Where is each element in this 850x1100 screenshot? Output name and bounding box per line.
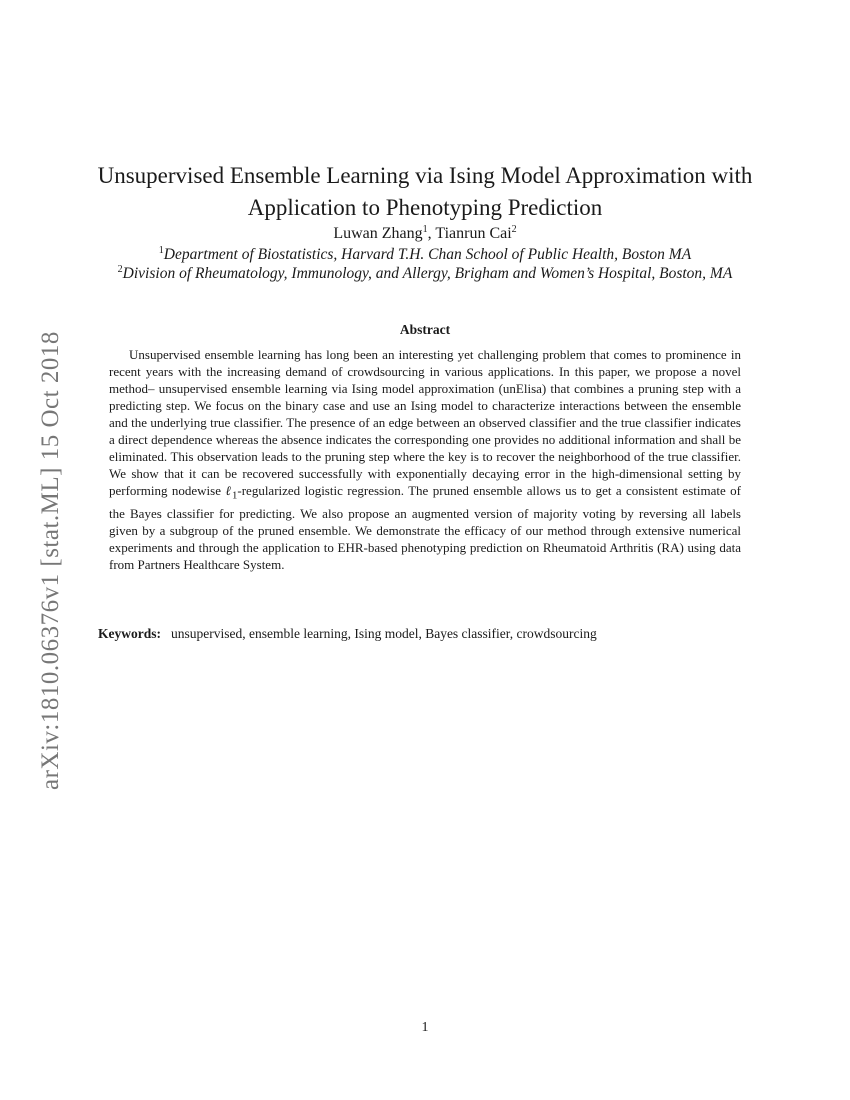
page-number: 1 [421, 1020, 429, 1035]
abstract-body [109, 346, 741, 573]
affiliation-mark: 1 [422, 224, 428, 235]
arxiv-identifier-stamp [37, 290, 73, 790]
author-separator: , [427, 225, 436, 242]
title-line-2: Application to Phenotyping Prediction [247, 195, 603, 221]
affiliation-text: Division of Rheumatology, Immunology, and Allergy, Brigham and Women’s Hospital, Boston, MA [122, 265, 733, 282]
abstract-text-part-2: -regularized logistic regression. The pruned ensemble allows us to get a consistent estimate of the Bayes classifier for predicting. We also propose an augmented version of majority voting by reversing all labels given by a subgroup of the pruned ensemble. We demonstrate the efficacy of our method through extensive numerical experiments and through the application to EHR-based phenotyping prediction on Rheumatoid Arthritis (RA) using data from Partners Healthcare System. [109, 483, 741, 572]
affiliation-text: Department of Biostatistics, Harvard T.H. Chan School of Public Health, Boston MA [163, 246, 692, 263]
title-line-1: Unsupervised Ensemble Learning via Ising Model Approximation with [97, 163, 753, 189]
author-name: Tianrun Cai [435, 225, 512, 242]
author-name: Luwan Zhang [333, 225, 423, 242]
affiliation-mark: 2 [511, 224, 517, 235]
affiliation-2 [30, 264, 820, 284]
ell-symbol: ℓ [225, 483, 232, 498]
arxiv-identifier-text: arXiv:1810.06376v1 [stat.ML] 15 Oct 2018 [37, 331, 64, 790]
abstract-text-part-1: Unsupervised ensemble learning has long been an interesting yet challenging problem that comes to prominence in recent years with the increasing demand of crowdsourcing in various applications. In this paper, we propose a novel method– unsupervised ensemble learning via Ising model approximation (unElisa) that combines a pruning step with a predicting step. We focus on the binary case and use an Ising model to characterize interactions between the ensemble and the underlying true classifier. The presence of an edge between an observed classifier and the true classifier indicates a direct dependence whereas the absence indicates the corresponding one provides no additional information and shall be eliminated. This observation leads to the pruning step where the key is to recover the neighborhood of the true classifier. We show that it can be recovered successfully with exponentially decaying error in the high-dimensional setting by performing nodewise [109, 347, 741, 498]
author-list [60, 224, 790, 244]
paper-title [60, 160, 790, 224]
keywords-label: Keywords: [98, 626, 161, 641]
keywords-text: unsupervised, ensemble learning, Ising model, Bayes classifier, crowdsourcing [171, 626, 597, 641]
abstract-heading: Abstract [399, 322, 451, 337]
ell-subscript: 1 [231, 489, 238, 502]
affiliation-mark: 2 [117, 264, 123, 275]
keywords-section [98, 625, 758, 643]
affiliation-1 [30, 245, 820, 265]
affiliation-mark: 1 [158, 245, 164, 256]
